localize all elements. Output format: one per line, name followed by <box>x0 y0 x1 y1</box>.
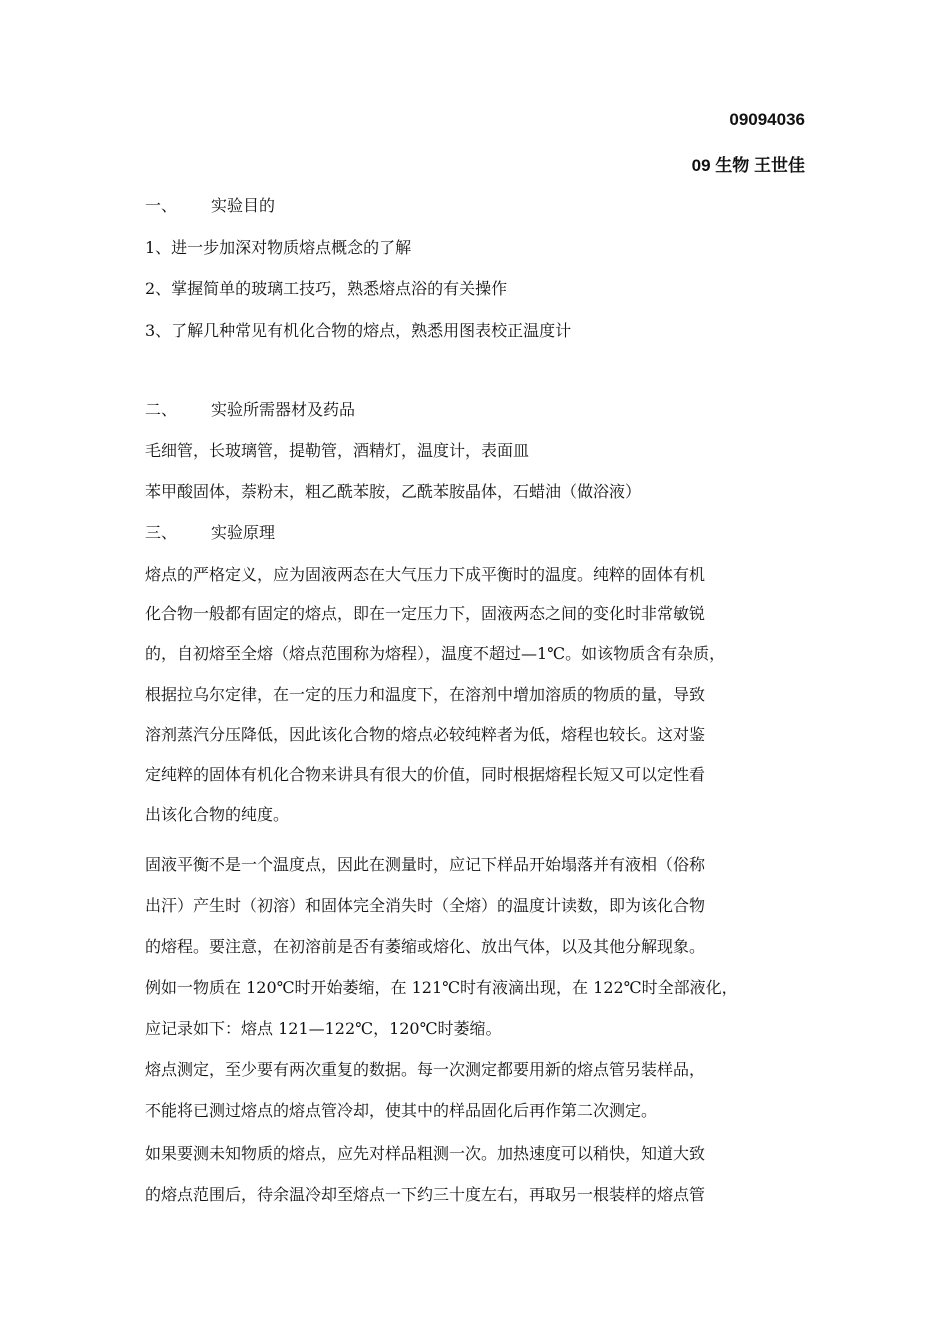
student-info: 09 生物 王世佳 <box>691 156 805 175</box>
list-item: 1、进一步加深对物质熔点概念的了解 <box>145 238 412 257</box>
body-text-line: 固液平衡不是一个温度点，因此在测量时，应记下样品开始塌落并有液相（俗称 <box>145 855 706 874</box>
section-title: 实验所需器材及药品 <box>211 400 356 419</box>
section-title: 实验目的 <box>211 196 276 215</box>
section-number: 二、 <box>145 400 178 419</box>
body-text-line: 出该化合物的纯度。 <box>145 805 290 824</box>
body-text-line: 应记录如下：熔点 121—122℃，120℃时萎缩。 <box>145 1019 502 1038</box>
student-id: 09094036 <box>729 110 805 129</box>
list-item: 2、掌握简单的玻璃工技巧，熟悉熔点浴的有关操作 <box>145 279 508 298</box>
body-text-line: 例如一物质在 120℃时开始萎缩，在 121℃时有液滴出现，在 122℃时全部液化， <box>145 978 738 997</box>
body-text-line: 的熔点范围后，待余温冷却至熔点一下约三十度左右，再取另一根装样的熔点管 <box>145 1185 706 1204</box>
section-2-heading <box>145 397 355 420</box>
body-text-line: 的熔程。要注意，在初溶前是否有萎缩或熔化、放出气体，以及其他分解现象。 <box>145 937 706 956</box>
equipment-line: 毛细管，长玻璃管，提勒管，酒精灯，温度计，表面皿 <box>145 441 530 460</box>
body-text-line: 化合物一般都有固定的熔点，即在一定压力下，固液两态之间的变化时非常敏锐 <box>145 604 706 623</box>
section-1-heading <box>145 193 275 216</box>
body-text-line: 熔点的严格定义，应为固液两态在大气压力下成平衡时的温度。纯粹的固体有机 <box>145 565 706 584</box>
body-text-line: 根据拉乌尔定律，在一定的压力和温度下，在溶剂中增加溶质的物质的量，导致 <box>145 685 706 704</box>
section-number: 一、 <box>145 196 178 215</box>
body-text-line: 溶剂蒸汽分压降低，因此该化合物的熔点必较纯粹者为低，熔程也较长。这对鉴 <box>145 725 706 744</box>
list-item: 3、了解几种常见有机化合物的熔点，熟悉用图表校正温度计 <box>145 321 572 340</box>
body-text-line: 定纯粹的固体有机化合物来讲具有很大的价值，同时根据熔程长短又可以定性看 <box>145 765 706 784</box>
body-text-line: 出汗）产生时（初溶）和固体完全消失时（全熔）的温度计读数，即为该化合物 <box>145 896 706 915</box>
body-text-line: 不能将已测过熔点的熔点管冷却，使其中的样品固化后再作第二次测定。 <box>145 1101 658 1120</box>
reagents-line: 苯甲酸固体，萘粉末，粗乙酰苯胺，乙酰苯胺晶体，石蜡油（做浴液） <box>145 482 642 501</box>
section-3-heading <box>145 520 275 543</box>
section-title: 实验原理 <box>211 523 276 542</box>
body-text-line: 熔点测定，至少要有两次重复的数据。每一次测定都要用新的熔点管另装样品， <box>145 1060 706 1079</box>
body-text-line: 如果要测未知物质的熔点，应先对样品粗测一次。加热速度可以稍快，知道大致 <box>145 1144 706 1163</box>
body-text-line: 的，自初熔至全熔（熔点范围称为熔程），温度不超过—1℃。如该物质含有杂质， <box>145 644 726 663</box>
section-number: 三、 <box>145 523 178 542</box>
